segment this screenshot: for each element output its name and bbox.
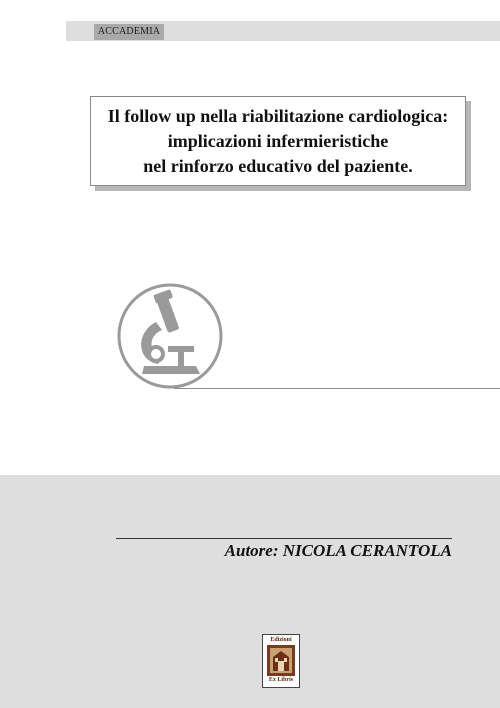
author-name: Autore: NICOLA CERANTOLA (224, 541, 452, 560)
panel-divider (174, 388, 500, 389)
title-line-1: Il follow up nella riabilitazione cardiologica: (107, 105, 449, 126)
top-margin (0, 0, 500, 21)
title-line-2: implicazioni infermieristiche (167, 130, 389, 151)
title-box (90, 96, 466, 186)
left-margin (0, 0, 66, 475)
publisher-line-1: Edizioni (270, 637, 292, 643)
publisher-line-2: Ex Libris (268, 677, 294, 683)
title-line-3: nel rinforzo educativo del paziente. (143, 155, 413, 176)
publisher-emblem-icon (267, 645, 295, 676)
microscope-icon (116, 282, 224, 390)
author-rule (116, 538, 452, 539)
series-label: ACCADEMIA (94, 24, 164, 40)
publisher-logo (262, 634, 300, 688)
